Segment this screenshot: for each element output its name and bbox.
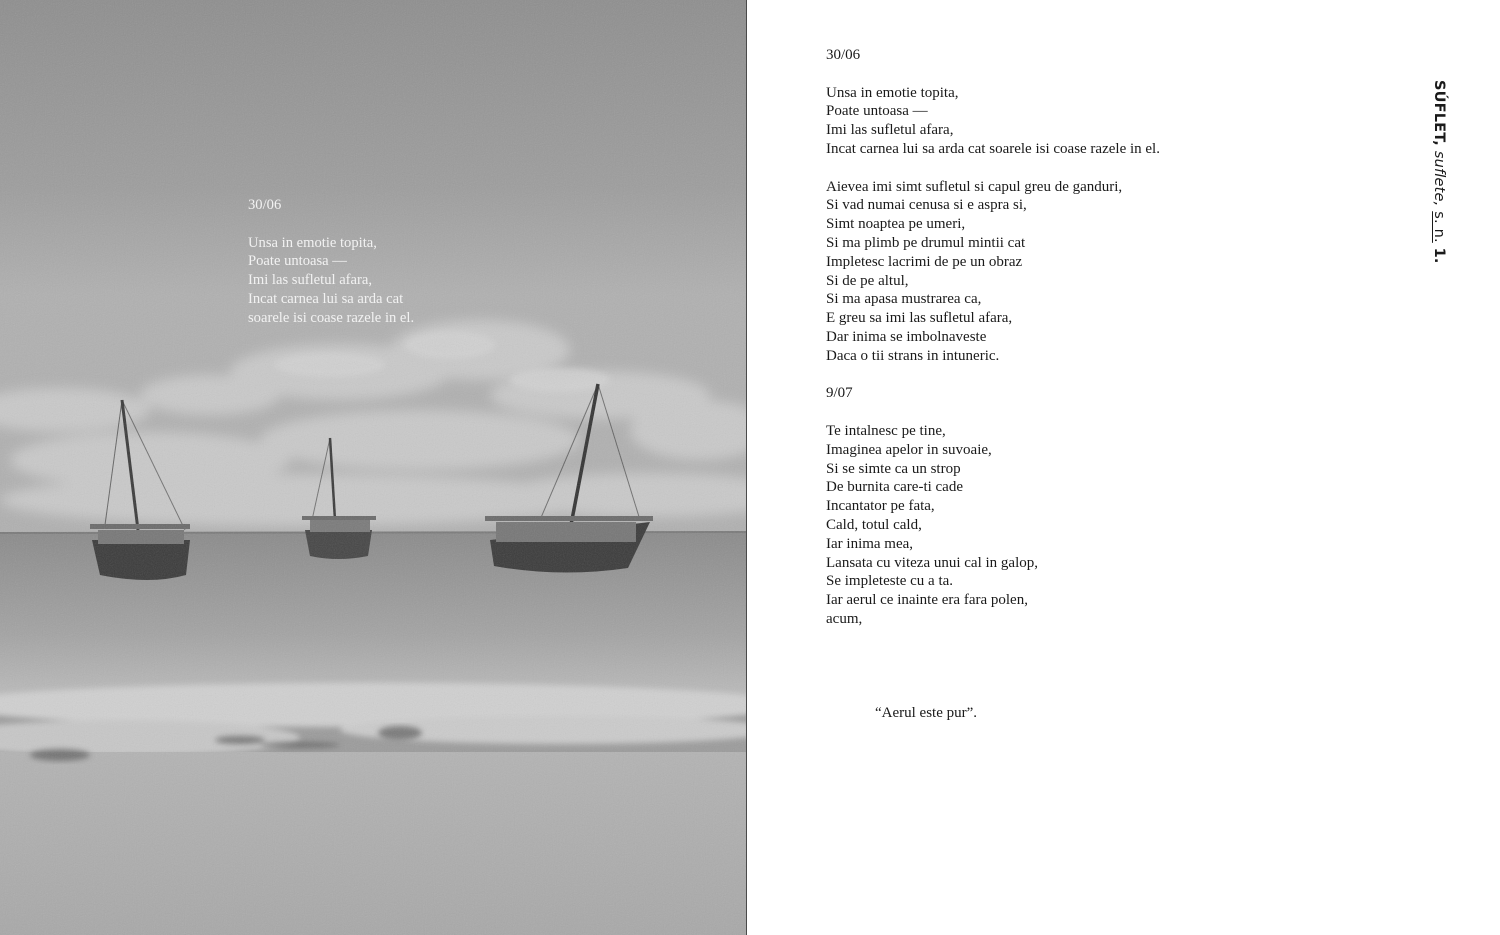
dictionary-running-title	[1431, 80, 1447, 264]
poem-line: Incantator pe fata,	[826, 498, 935, 515]
stanza-gap	[826, 366, 1346, 385]
stanza-gap	[826, 65, 1346, 84]
plural-form: suflete,	[1431, 150, 1447, 207]
poem-line: Simt noaptea pe umeri,	[826, 216, 966, 233]
poem-line: De burnita care-ti cade	[826, 479, 963, 496]
overlay-date: 30/06	[248, 197, 282, 213]
right-page-text	[747, 0, 1500, 935]
poem-line: Poate untoasa —	[826, 103, 928, 120]
poem-line: Si se simte ca un strop	[826, 460, 961, 477]
poem-line: Si de pe altul,	[826, 272, 909, 289]
poem-line: Si vad numai cenusa si e aspra si,	[826, 197, 1027, 214]
poem-line: E greu sa imi las sufletul afara,	[826, 310, 1013, 327]
sailboats-photo	[0, 0, 746, 935]
poem-line: Aievea imi simt sufletul si capul greu de ganduri,	[826, 178, 1123, 195]
photo-overlay-poem	[248, 196, 488, 328]
closing-quote: “Aerul este pur”.	[875, 705, 978, 721]
poem-line: Iar aerul ce inainte era fara polen,	[826, 592, 1028, 609]
sense-number: 1.	[1431, 247, 1447, 264]
overlay-line: Imi las sufletul afara,	[248, 272, 372, 289]
poem-entries	[826, 46, 1346, 629]
poem-line: Lansata cu viteza unui cal in galop,	[826, 554, 1038, 571]
poem-line: Impletesc lacrimi de pe un obraz	[826, 253, 1023, 270]
poem-line: Te intalnesc pe tine,	[826, 422, 946, 439]
left-page-photo	[0, 0, 746, 935]
headword: SÚFLET,	[1431, 80, 1447, 146]
overlay-line: Poate untoasa —	[248, 253, 347, 270]
poem-line: Unsa in emotie topita,	[826, 84, 959, 101]
stanza-gap	[826, 159, 1346, 178]
poem-line: Iar inima mea,	[826, 535, 914, 552]
stanza-gap	[826, 403, 1346, 422]
entry-date: 30/06	[826, 47, 861, 63]
poem-line: Se impleteste cu a ta.	[826, 573, 954, 590]
poem-line: acum,	[826, 610, 863, 627]
poem-line: Daca o tii strans in intuneric.	[826, 347, 1000, 364]
poem-line: Si ma plimb pe drumul mintii cat	[826, 234, 1026, 251]
overlay-line: soarele isi coase razele in el.	[248, 309, 415, 326]
poem-line: Incat carnea lui sa arda cat soarele isi coase razele in el.	[826, 140, 1160, 157]
poem-line: Imaginea apelor in suvoaie,	[826, 441, 992, 458]
entry-date: 9/07	[826, 385, 853, 402]
poem-line: Si ma apasa mustrarea ca,	[826, 291, 982, 308]
poem-line: Imi las sufletul afara,	[826, 122, 954, 139]
part-of-speech: s. n.	[1431, 211, 1447, 243]
poem-line: Dar inima se imbolnaveste	[826, 328, 987, 345]
overlay-line: Incat carnea lui sa arda cat	[248, 290, 404, 307]
poem-line: Cald, totul cald,	[826, 516, 922, 533]
overlay-line: Unsa in emotie topita,	[248, 234, 377, 251]
